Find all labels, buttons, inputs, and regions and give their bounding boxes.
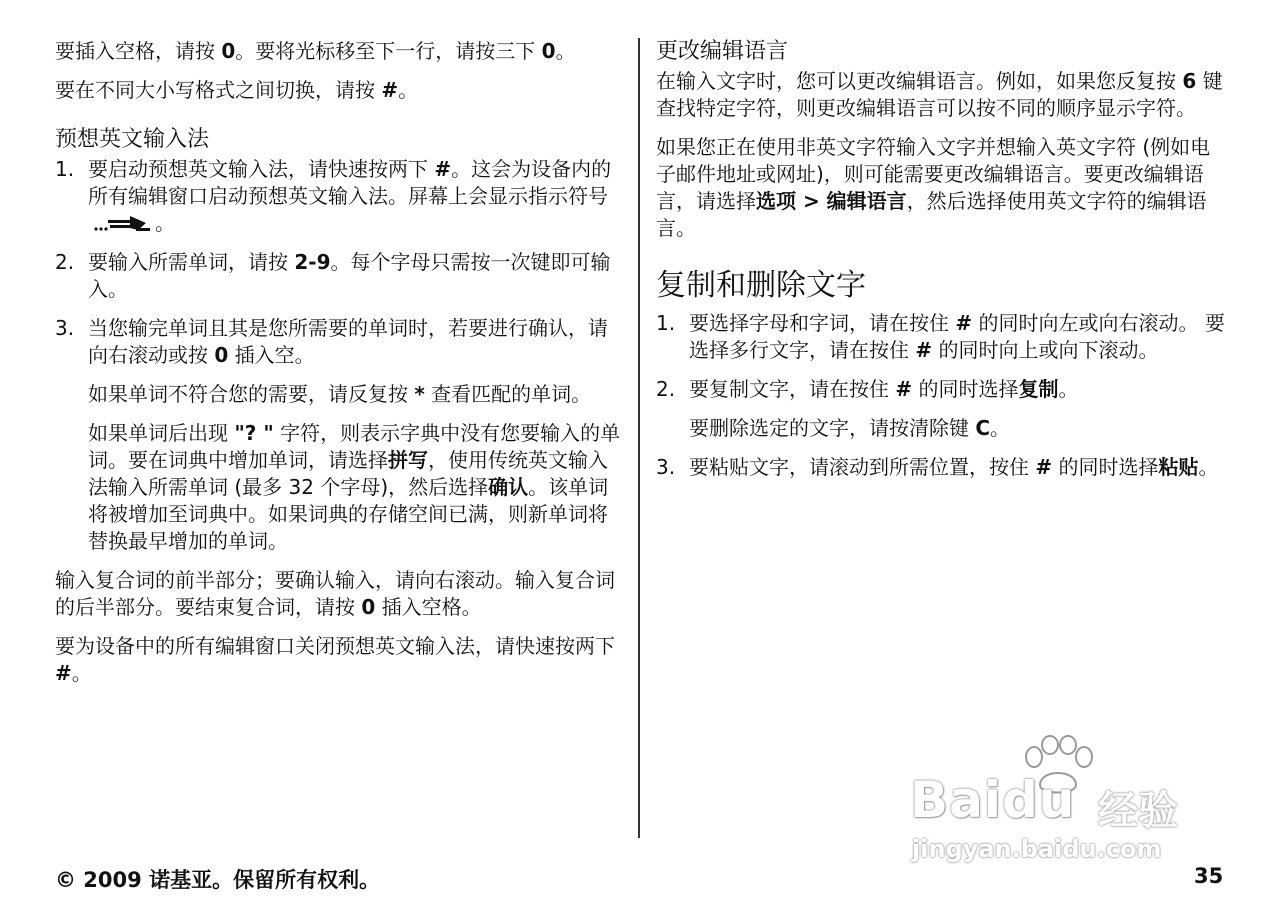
text: 。这会为设备内的所有编辑窗口启动预想英文输入法。屏幕上会显示指示符号 bbox=[88, 157, 612, 208]
key-label: # bbox=[915, 338, 933, 362]
case-switch-paragraph bbox=[55, 77, 625, 104]
text: 。该单词将被增加至词典中。如果词典的存储空间已满，则新单词将替换最早增加的单词。 bbox=[88, 475, 609, 553]
text: 的同时向上或向下滚动。 bbox=[932, 338, 1159, 362]
copy-delete-heading: 复制和删除文字 bbox=[656, 268, 866, 303]
text: 。 bbox=[1058, 377, 1079, 401]
insert-space-paragraph bbox=[55, 38, 625, 65]
writing-language-heading: 更改编辑语言 bbox=[656, 39, 789, 64]
text: 要在不同大小写格式之间切换，请按 bbox=[55, 78, 382, 102]
text: 如果单词后出现 bbox=[88, 421, 235, 445]
text: 查看匹配的单词。 bbox=[424, 382, 592, 406]
text: ，使用传统英文输入法输入所需单词 (最多 32 个字母)，然后选择 bbox=[88, 448, 608, 499]
text: 。每个字母只需按一次键即可输入。 bbox=[88, 250, 611, 301]
sub-paragraph bbox=[88, 420, 625, 555]
watermark-brand bbox=[910, 771, 1075, 829]
key-label: 0 bbox=[221, 39, 236, 63]
text: 。要将光标移至下一行，请按三下 bbox=[235, 39, 542, 63]
key-label: # bbox=[381, 78, 399, 102]
text: 当您输完单词且其是您所需要的单词时，若要进行确认，请向右滚动或按 bbox=[88, 316, 608, 367]
predictive-steps-list bbox=[55, 156, 625, 555]
text: 。 bbox=[71, 661, 92, 685]
text: 。 bbox=[990, 416, 1011, 440]
writing-language-paragraph-2 bbox=[656, 134, 1226, 242]
menu-option: 粘贴 bbox=[1158, 455, 1199, 479]
predictive-heading: 预想英文输入法 bbox=[55, 127, 210, 152]
text: 键查找特定字符，则更改编辑语言可以按不同的顺序显示字符。 bbox=[656, 69, 1223, 120]
copyright-footer: © 2009 诺基亚。保留所有权利。 bbox=[55, 868, 381, 892]
sub-paragraph bbox=[88, 381, 625, 408]
text: 。 bbox=[155, 211, 175, 235]
menu-option: 拼写 bbox=[388, 448, 428, 472]
disable-predictive-paragraph bbox=[55, 633, 625, 687]
list-item bbox=[55, 156, 625, 237]
text: 插入空。 bbox=[228, 343, 315, 367]
list-item bbox=[656, 310, 1226, 364]
text: 要插入空格，请按 bbox=[55, 39, 222, 63]
column-divider bbox=[638, 38, 640, 838]
text: 要复制文字，请在按住 bbox=[689, 377, 896, 401]
key-label: # bbox=[434, 157, 452, 181]
list-item bbox=[55, 249, 625, 303]
left-column bbox=[55, 38, 625, 699]
text: 要启动预想英文输入法，请快速按两下 bbox=[88, 157, 435, 181]
menu-option: 确认 bbox=[488, 475, 529, 499]
key-label: 0 bbox=[214, 343, 229, 367]
text: 要为设备中的所有编辑窗口关闭预想英文输入法，请快速按两下 bbox=[55, 634, 615, 658]
writing-language-paragraph-1 bbox=[656, 68, 1226, 122]
text: 。 bbox=[1198, 455, 1219, 479]
predictive-text-indicator-icon bbox=[94, 214, 154, 232]
copy-delete-steps-list bbox=[656, 310, 1226, 481]
list-item bbox=[656, 454, 1226, 481]
key-label: "? " bbox=[234, 421, 274, 445]
text: 字符，则表示字典中没有您要输入的单词。要在词典中增加单词，请选择 bbox=[88, 421, 621, 472]
menu-path: 选项 > 编辑语言 bbox=[756, 189, 907, 213]
text: 要粘贴文字，请滚动到所需位置，按住 bbox=[689, 455, 1036, 479]
item-number: 3. bbox=[55, 316, 75, 340]
sub-paragraph bbox=[689, 415, 1226, 442]
key-label: # bbox=[895, 377, 913, 401]
list-item bbox=[656, 376, 1226, 442]
compound-word-paragraph bbox=[55, 567, 625, 621]
text: 插入空格。 bbox=[375, 595, 482, 619]
key-label: 6 bbox=[1182, 69, 1197, 93]
item-number: 2. bbox=[55, 250, 75, 274]
item-number: 1. bbox=[55, 157, 75, 181]
key-label: C bbox=[975, 416, 991, 440]
page-number: 35 bbox=[1194, 864, 1224, 888]
key-label: 0 bbox=[361, 595, 376, 619]
text: 的同时选择 bbox=[1052, 455, 1159, 479]
key-label: # bbox=[955, 311, 973, 335]
text: 的同时向左或向右滚动。 要选择多行文字，请在按住 bbox=[689, 311, 1225, 362]
key-label: # bbox=[1035, 455, 1053, 479]
text: 要输入所需单词，请按 bbox=[88, 250, 295, 274]
key-label: 2-9 bbox=[294, 250, 331, 274]
key-label: * bbox=[414, 382, 425, 406]
text: 如果单词不符合您的需要，请反复按 bbox=[88, 382, 415, 406]
text: 要删除选定的文字，请按清除键 bbox=[689, 416, 976, 440]
item-number: 1. bbox=[656, 311, 676, 335]
text: 如果您正在使用非英文字符输入文字并想输入英文字符 (例如电子邮件地址或网址)，则可能需要更改编辑语言。要更改编辑语言，请选择 bbox=[656, 135, 1211, 213]
list-item bbox=[55, 315, 625, 555]
text: 的同时选择 bbox=[912, 377, 1019, 401]
item-number: 2. bbox=[656, 377, 676, 401]
text: 。 bbox=[398, 78, 419, 102]
right-column bbox=[656, 38, 1226, 493]
baidu-jingyan-watermark bbox=[900, 735, 1200, 875]
text: 。 bbox=[555, 39, 576, 63]
key-label: 0 bbox=[541, 39, 556, 63]
text: 输入复合词的前半部分；要确认输入，请向右滚动。输入复合词的后半部分。要结束复合词，请按 bbox=[55, 568, 615, 619]
item-number: 3. bbox=[656, 455, 676, 479]
text: 在输入文字时，您可以更改编辑语言。例如，如果您反复按 bbox=[656, 69, 1183, 93]
watermark-cn: 经验 bbox=[1098, 788, 1178, 834]
text: ，然后选择使用英文字符的编辑语言。 bbox=[656, 189, 1207, 240]
watermark-url: jingyan.baidu.com bbox=[912, 835, 1162, 863]
menu-option: 复制 bbox=[1018, 377, 1059, 401]
key-label: # bbox=[55, 661, 72, 685]
brand-text: Bai bbox=[910, 771, 1002, 829]
text: 要选择字母和字词，请在按住 bbox=[689, 311, 956, 335]
brand-du-text: du bbox=[1002, 771, 1076, 829]
